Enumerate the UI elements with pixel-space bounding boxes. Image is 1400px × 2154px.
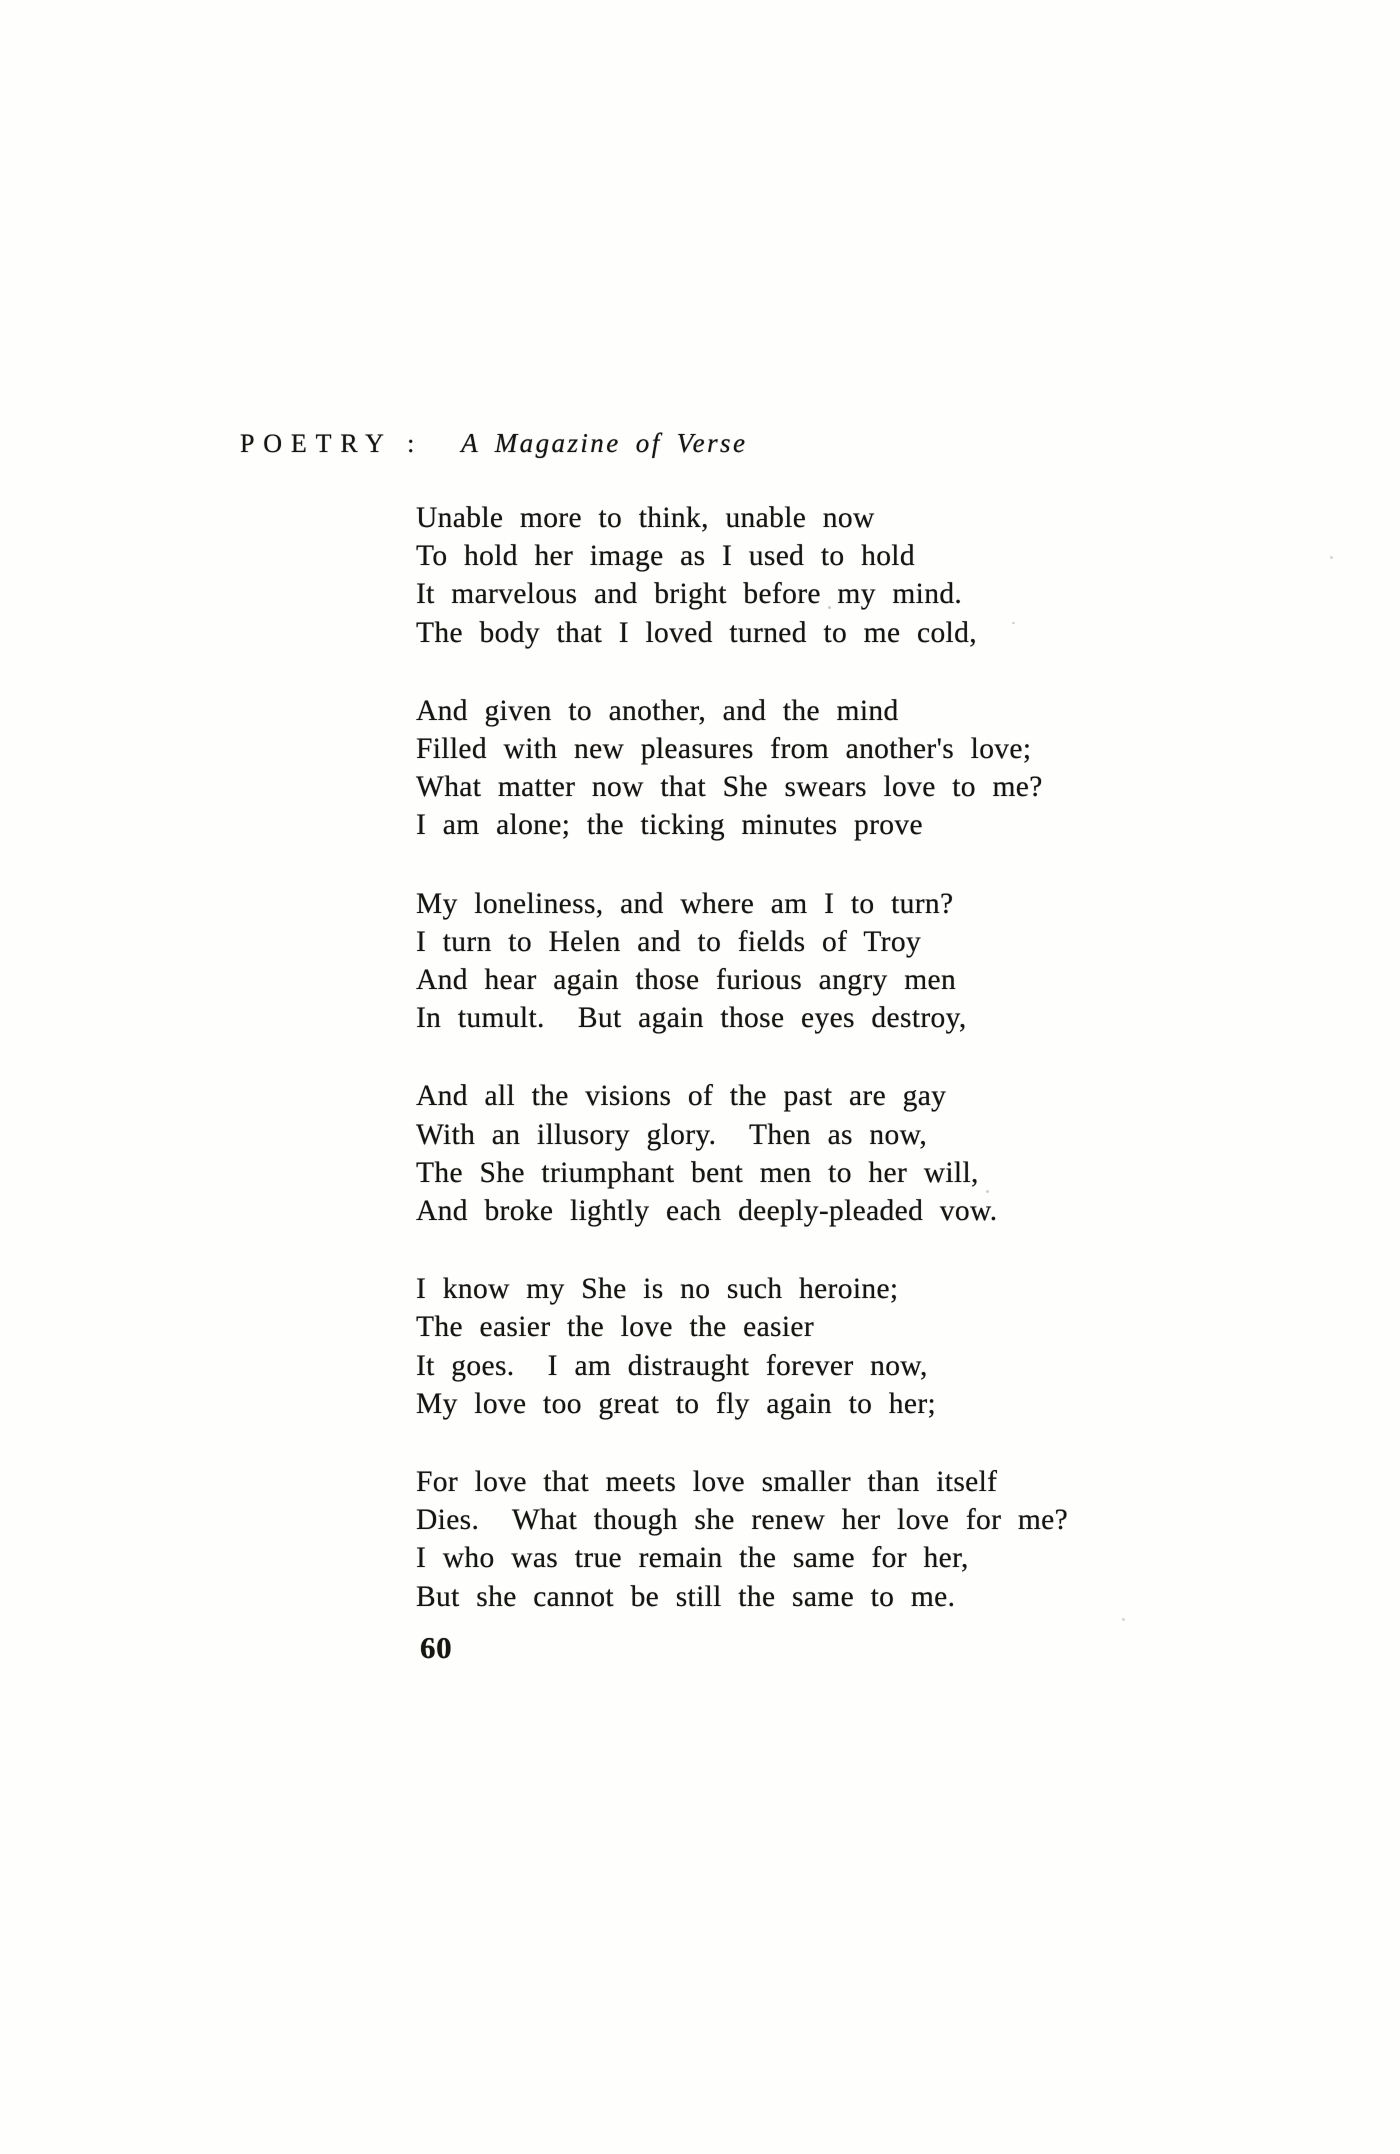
poem-line: I turn to Helen and to fields of Troy bbox=[416, 925, 922, 958]
poem-line: It goes. I am distraught forever now, bbox=[416, 1349, 928, 1382]
poem-line: To hold her image as I used to hold bbox=[416, 540, 915, 573]
scan-speck bbox=[828, 606, 831, 609]
poem-line: I know my She is no such heroine; bbox=[416, 1273, 899, 1306]
poem-line: It marvelous and bright before my mind. bbox=[416, 578, 963, 611]
poem-line: I who was true remain the same for her, bbox=[416, 1542, 969, 1575]
stanza-1 bbox=[416, 499, 1068, 652]
running-head bbox=[240, 428, 747, 459]
poem-line: And hear again those furious angry men bbox=[416, 964, 957, 997]
poem-line: Dies. What though she renew her love for me? bbox=[416, 1504, 1069, 1537]
stanza-4 bbox=[416, 1077, 1068, 1230]
poem-line: And broke lightly each deeply-pleaded vow. bbox=[416, 1195, 998, 1228]
poem-line: Filled with new pleasures from another's love; bbox=[416, 733, 1032, 766]
poem-line: For love that meets love smaller than itself bbox=[416, 1466, 998, 1499]
poem-line: Unable more to think, unable now bbox=[416, 502, 875, 534]
poem-line: And all the visions of the past are gay bbox=[416, 1080, 947, 1113]
poem-line: And given to another, and the mind bbox=[416, 694, 899, 727]
magazine-subtitle: A Magazine of Verse bbox=[461, 428, 748, 458]
poem-line: In tumult. But again those eyes destroy, bbox=[416, 1002, 967, 1035]
stanza-2 bbox=[416, 692, 1068, 845]
poem-line: What matter now that She swears love to me? bbox=[416, 771, 1043, 804]
poem bbox=[416, 499, 1068, 1656]
page-number: 60 bbox=[420, 1630, 453, 1665]
scan-speck bbox=[1330, 556, 1333, 559]
poem-line: My loneliness, and where am I to turn? bbox=[416, 887, 954, 920]
poem-line: I am alone; the ticking minutes prove bbox=[416, 809, 923, 842]
poem-line: The body that I loved turned to me cold, bbox=[416, 616, 977, 649]
poem-line: With an illusory glory. Then as now, bbox=[416, 1118, 928, 1151]
poem-line: But she cannot be still the same to me. bbox=[416, 1580, 956, 1613]
poem-line: The She triumphant bent men to her will, bbox=[416, 1156, 979, 1189]
scan-speck bbox=[986, 1190, 989, 1193]
scan-speck bbox=[1122, 1618, 1125, 1621]
magazine-name: POETRY : bbox=[240, 429, 424, 458]
scan-speck bbox=[1012, 622, 1015, 624]
poem-line: The easier the love the easier bbox=[416, 1311, 815, 1344]
stanza-3 bbox=[416, 885, 1068, 1038]
stanza-6 bbox=[416, 1463, 1068, 1616]
poem-line: My love too great to fly again to her; bbox=[416, 1387, 937, 1420]
stanza-5 bbox=[416, 1270, 1068, 1423]
